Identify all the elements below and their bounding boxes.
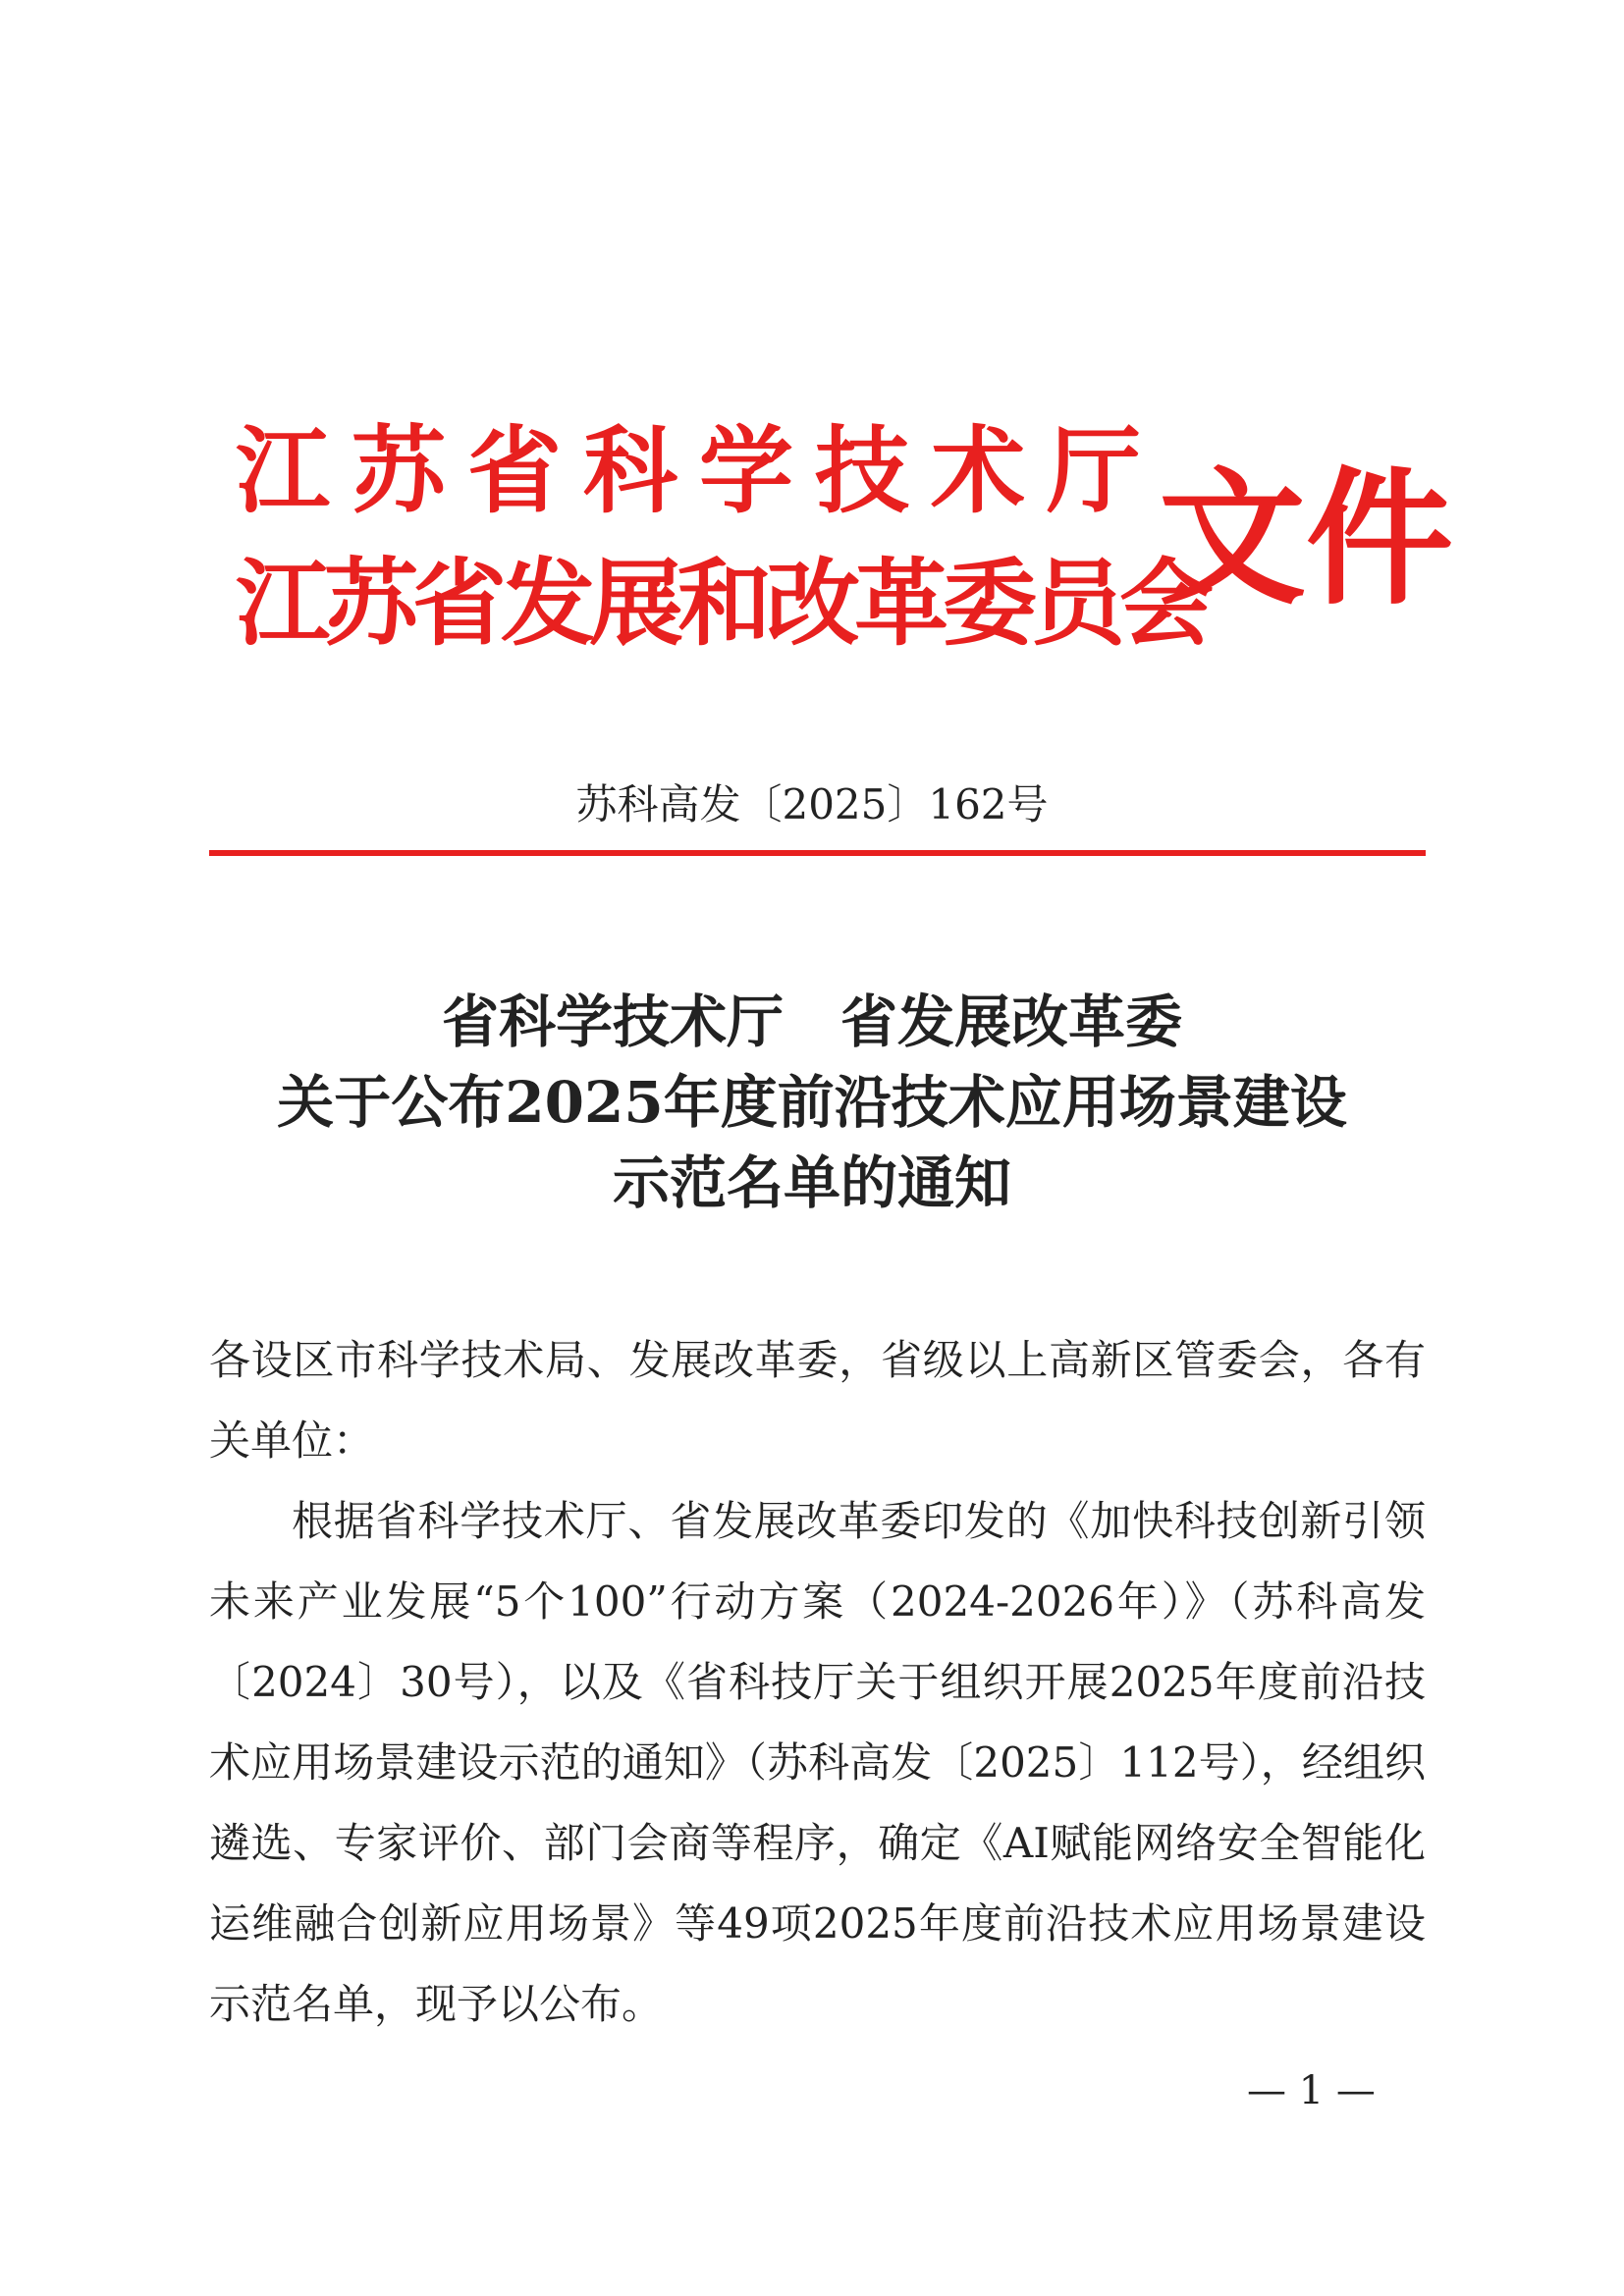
issuing-organizations (236, 412, 1208, 667)
org-name-science-department: 江苏省科学技术厅 (236, 416, 1163, 526)
document-number: 苏科高发〔2025〕162号 (575, 780, 1049, 828)
document-type-label: 文件 (1159, 454, 1454, 625)
title-line-3: 示范名单的通知 (612, 1149, 1011, 1216)
org-name-development-reform-commission: 江苏省发展和改革委员会 (236, 549, 1208, 659)
title-line-2: 关于公布2025年度前沿技术应用场景建设 (277, 1069, 1347, 1136)
red-divider-line (209, 850, 1426, 856)
title-line-1: 省科学技术厅 省发展改革委 (441, 988, 1182, 1055)
salutation: 各设区市科学技术局、发展改革委，省级以上高新区管委会，各有关单位： (209, 1336, 1426, 1465)
document-body (209, 1320, 1426, 2045)
document-title (0, 982, 1624, 1223)
page-number: — 1 — (1247, 2068, 1376, 2113)
body-paragraph: 根据省科学技术厅、省发展改革委印发的《加快科技创新引领未来产业发展“5个100”行动方案（2024-2026年）》（苏科高发〔2024〕30号），以及《省科技厅关于组织开展2025年度前沿技术应用场景建设示范的通知》（苏科高发〔2025〕112号），经组织遴选、专家评价、部门会商等程序，确定《AI赋能网络安全智能化运维融合创新应用场景》等49项2025年度前沿技术应用场景建设示范名单，现予以公布。 (209, 1497, 1426, 2028)
